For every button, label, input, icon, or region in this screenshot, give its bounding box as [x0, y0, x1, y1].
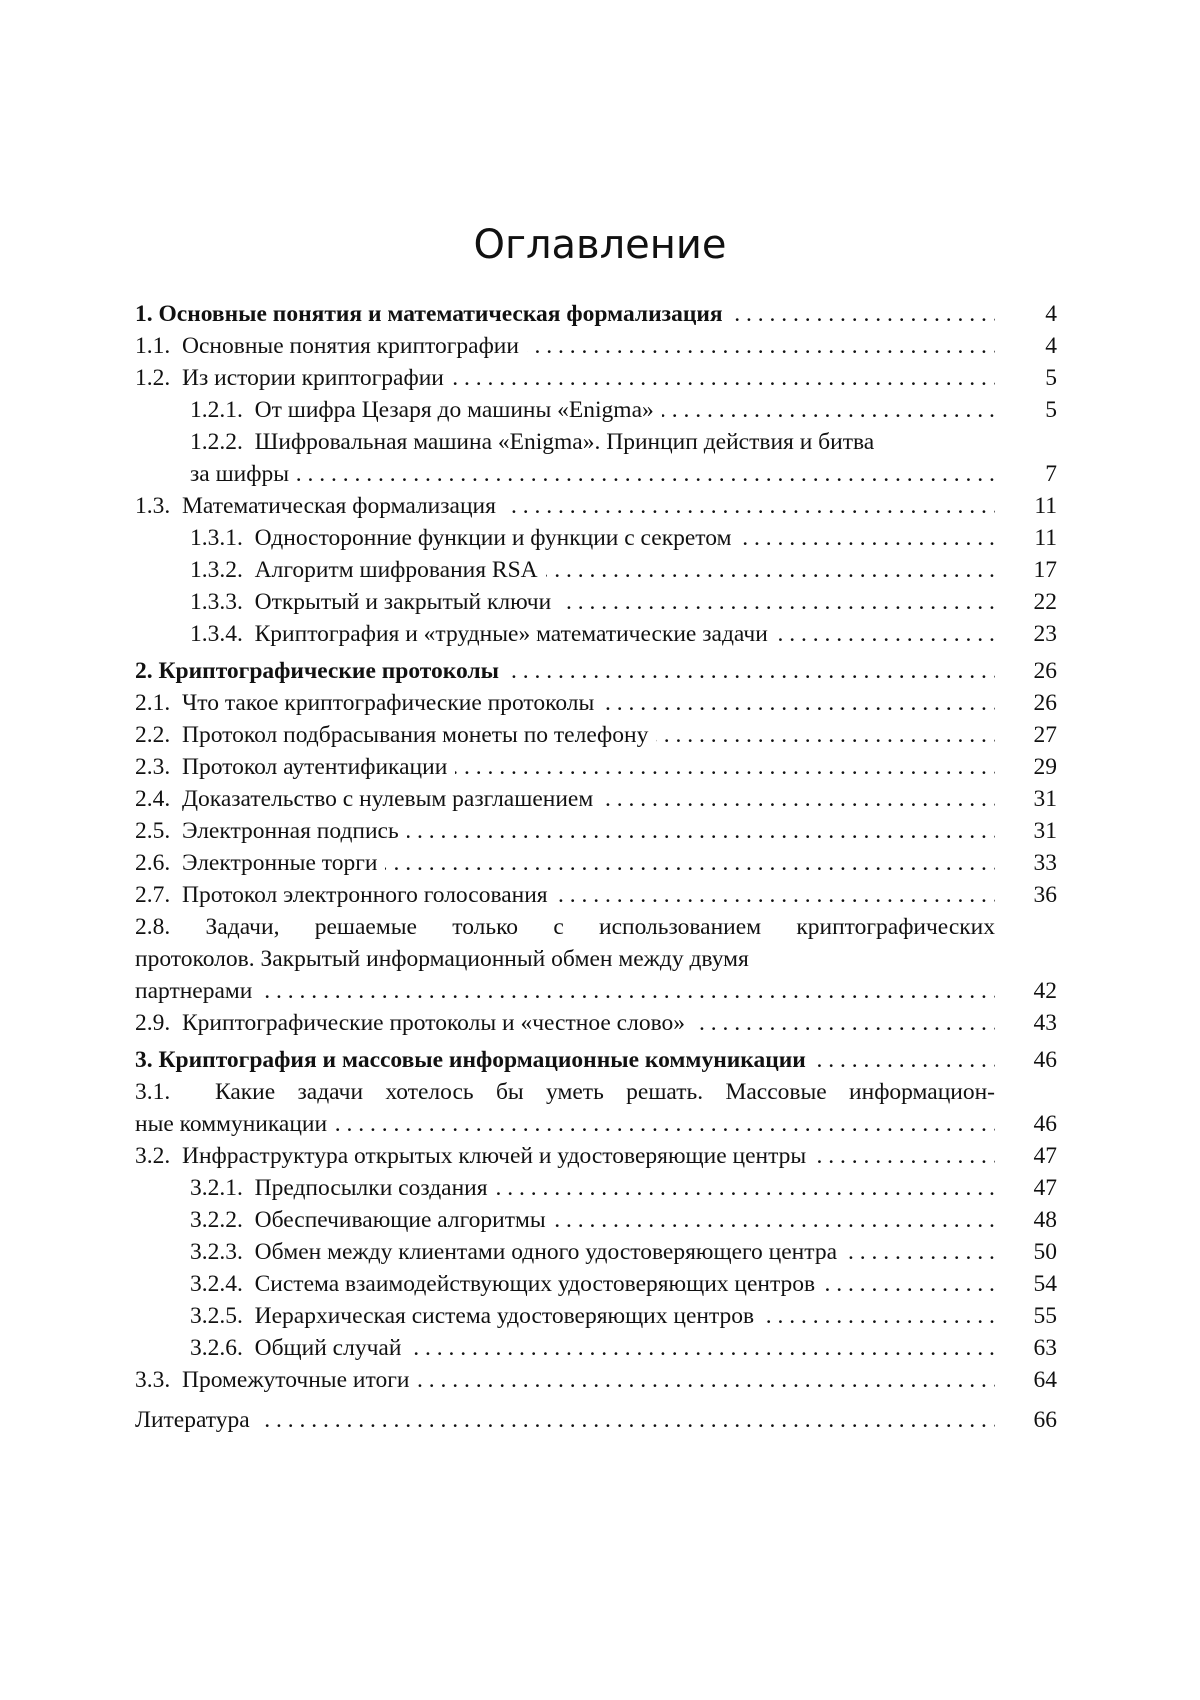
- leader-dots: . . . . . . . . . . . . . . . . . . . . . . . . . . . . . . . . . . . . . .: [190, 554, 995, 586]
- toc-entry-2-7[interactable]: [135, 879, 1057, 911]
- entry-title-cont: протоколов. Закрытый информационный обмен между двумя: [135, 946, 749, 972]
- page-number: 42: [1007, 975, 1057, 1007]
- toc-entry-2-1[interactable]: [135, 687, 1057, 719]
- toc-entry-1-2-2-line1[interactable]: [190, 426, 874, 458]
- entry-title: Протокол электронного голосования: [182, 882, 548, 908]
- page-number: 7: [1007, 458, 1057, 490]
- entry-number: 2.4.: [135, 786, 170, 812]
- toc-entry-1-3-4[interactable]: [190, 618, 1057, 650]
- leader-dots: . . . . . . . . . . . . . . . . . . . . . . . . . . . . . . . . . . . . . . . . . . . . . .: [135, 362, 995, 394]
- page-number: 36: [1007, 879, 1057, 911]
- toc-entry-3-2-6[interactable]: [190, 1332, 1057, 1364]
- entry-title: Инфраструктура открытых ключей и удостоверяющие центры: [182, 1143, 806, 1169]
- entry-title-cont: ные коммуникации: [135, 1111, 327, 1137]
- toc-entry-3-2-4[interactable]: [190, 1268, 1057, 1300]
- entry-title: Предпосылки создания: [255, 1175, 488, 1201]
- leader-dots: . . . . . . . . . . . . . . . . . . . . . . . . . . . . . . . . . . . . . . . . . . . . . .: [135, 751, 995, 783]
- toc-entry-3-1-line1[interactable]: [135, 1076, 995, 1108]
- entry-number: 2.2.: [135, 722, 170, 748]
- toc-entry-2-8-line1[interactable]: [135, 911, 995, 943]
- table-of-contents: [0, 0, 1200, 1700]
- leader-dots: . . . . . . . . . . . . . . . . . . . . . . . . . . . . . . . . . . . . .: [135, 879, 995, 911]
- entry-title: Промежуточные итоги: [182, 1367, 409, 1393]
- toc-entry-2-8[interactable]: [135, 975, 1057, 1007]
- entry-number: 1.3.4.: [190, 621, 243, 647]
- entry-number: 2.6.: [135, 850, 170, 876]
- entry-title: Литература: [135, 1407, 250, 1433]
- entry-title: Криптография и «трудные» математические задачи: [255, 621, 768, 647]
- leader-dots: . . . . . . . . . . . . . . . . . . . . . . . . . . . . . . . . . . . . .: [190, 586, 995, 618]
- entry-number: 3.2.6.: [190, 1335, 243, 1361]
- entry-title: Основные понятия и математическая формализация: [159, 301, 723, 327]
- entry-number: 3.3.: [135, 1367, 170, 1393]
- page-number: 63: [1007, 1332, 1057, 1364]
- entry-number: 2.3.: [135, 754, 170, 780]
- toc-entry-chapter-1[interactable]: [135, 298, 1057, 330]
- toc-entry-3-2-5[interactable]: [190, 1300, 1057, 1332]
- entry-number: 3.2.3.: [190, 1239, 243, 1265]
- page-number: 4: [1007, 298, 1057, 330]
- toc-entry-1-2[interactable]: [135, 362, 1057, 394]
- entry-number: 3.2.4.: [190, 1271, 243, 1297]
- entry-title: Задачи, решаемые только с использованием криптографических: [206, 914, 995, 940]
- toc-entry-chapter-2[interactable]: [135, 655, 1057, 687]
- entry-title-cont: партнерами: [135, 978, 252, 1004]
- page-number: 64: [1007, 1364, 1057, 1396]
- page-number: 26: [1007, 655, 1057, 687]
- toc-entry-3-3[interactable]: [135, 1364, 1057, 1396]
- entry-title: Односторонние функции и функции с секретом: [255, 525, 732, 551]
- page-number: 22: [1007, 586, 1057, 618]
- toc-entry-3-2-3[interactable]: [190, 1236, 1057, 1268]
- entry-title: Криптографические протоколы: [159, 658, 500, 684]
- toc-entry-2-4[interactable]: [135, 783, 1057, 815]
- page-number: 48: [1007, 1204, 1057, 1236]
- leader-dots: . . . . . . . . . . . . . . . . . . . . . . . . . . . . . . . . . . . . . . . . . . . . . . . . . .: [135, 815, 995, 847]
- page-title: Оглавление: [0, 222, 1200, 268]
- toc-entry-1-2-2[interactable]: [190, 458, 1057, 490]
- entry-number: 1.2.1.: [190, 397, 243, 423]
- page-number: 33: [1007, 847, 1057, 879]
- entry-number: 2.7.: [135, 882, 170, 908]
- toc-entry-2-2[interactable]: [135, 719, 1057, 751]
- entry-number: 1.: [135, 301, 153, 327]
- page-number: 43: [1007, 1007, 1057, 1039]
- entry-title-cont: за шифры: [190, 461, 289, 487]
- entry-number: 1.3.: [135, 493, 170, 519]
- entry-number: 1.1.: [135, 333, 170, 359]
- toc-entry-2-8-line2[interactable]: [135, 943, 749, 975]
- entry-title: Обеспечивающие алгоритмы: [255, 1207, 546, 1233]
- entry-title: Алгоритм шифрования RSA: [255, 557, 538, 583]
- page-number: 5: [1007, 394, 1057, 426]
- page-number: 47: [1007, 1140, 1057, 1172]
- page-number: 29: [1007, 751, 1057, 783]
- page-number: 50: [1007, 1236, 1057, 1268]
- page-number: 54: [1007, 1268, 1057, 1300]
- toc-entry-2-5[interactable]: [135, 815, 1057, 847]
- entry-number: 1.3.1.: [190, 525, 243, 551]
- toc-entry-1-1[interactable]: [135, 330, 1057, 362]
- entry-title: Обмен между клиентами одного удостоверяющего центра: [255, 1239, 837, 1265]
- entry-number: 3.2.2.: [190, 1207, 243, 1233]
- page-number: 66: [1007, 1404, 1057, 1436]
- entry-title: Какие задачи хотелось бы уметь решать. Массовые информацион-: [215, 1079, 995, 1105]
- entry-number: 2.5.: [135, 818, 170, 844]
- page-number: 17: [1007, 554, 1057, 586]
- toc-entry-bibliography[interactable]: [135, 1404, 1057, 1436]
- toc-entry-2-3[interactable]: [135, 751, 1057, 783]
- page-number: 26: [1007, 687, 1057, 719]
- page-number: 11: [1007, 522, 1057, 554]
- leader-dots: . . . . . . . . . . . . . . . . . . . . . . . . . . . . . . . . . . . . . . . . . . . . . . . . . . . . . . . . . . . . . .: [135, 1404, 995, 1436]
- entry-title: Шифровальная машина «Enigma». Принцип действия и битва: [255, 429, 875, 455]
- toc-entry-3-2-1[interactable]: [190, 1172, 1057, 1204]
- leader-dots: . . . . . . . . . . . . . . . . . . . . . . . . . . . . . . . . . . . . . . . . . . . . . . . . .: [135, 1364, 995, 1396]
- entry-number: 3.2.1.: [190, 1175, 243, 1201]
- entry-title: Электронная подпись: [182, 818, 399, 844]
- toc-entry-2-9[interactable]: [135, 1007, 1057, 1039]
- toc-entry-1-3-3[interactable]: [190, 586, 1057, 618]
- entry-title: Доказательство с нулевым разглашением: [182, 786, 593, 812]
- entry-number: 3.1.: [135, 1079, 170, 1105]
- page-number: 5: [1007, 362, 1057, 394]
- toc-entry-1-3-1[interactable]: [190, 522, 1057, 554]
- entry-title: Криптография и массовые информационные коммуникации: [159, 1047, 806, 1073]
- leader-dots: . . . . . . . . . . . . . . . . . . . . . . . . . . . . . . . . . . . . . . . . . . . . . . . . . . . . . . . . . . . . . .: [135, 975, 995, 1007]
- entry-number: 1.3.2.: [190, 557, 243, 583]
- page-number: 46: [1007, 1044, 1057, 1076]
- leader-dots: . . . . . . . . . . . . . . . . . . . . . . . . . . . . . . . . . . . . . . .: [135, 330, 995, 362]
- page-number: 31: [1007, 783, 1057, 815]
- entry-title: Открытый и закрытый ключи: [255, 589, 552, 615]
- toc-entry-chapter-3[interactable]: [135, 1044, 1057, 1076]
- entry-title: Криптографические протоколы и «честное слово»: [182, 1010, 685, 1036]
- entry-title: Электронные торги: [182, 850, 377, 876]
- toc-entry-1-3[interactable]: [135, 490, 1057, 522]
- leader-dots: . . . . . . . . . . . . . . . . . . . . . . . . . . . . . . . . . . . . . .: [190, 1204, 995, 1236]
- toc-entry-3-2[interactable]: [135, 1140, 1057, 1172]
- entry-number: 3.2.: [135, 1143, 170, 1169]
- toc-entry-3-2-2[interactable]: [190, 1204, 1057, 1236]
- entry-number: 2.: [135, 658, 153, 684]
- page-number: 46: [1007, 1108, 1057, 1140]
- page-number: 47: [1007, 1172, 1057, 1204]
- page-number: 11: [1007, 490, 1057, 522]
- page-number: 4: [1007, 330, 1057, 362]
- entry-number: 1.3.3.: [190, 589, 243, 615]
- entry-number: 2.1.: [135, 690, 170, 716]
- toc-entry-1-3-2[interactable]: [190, 554, 1057, 586]
- leader-dots: . . . . . . . . . . . . . . . . . . . . . . . . . . . . . . . . . . . . . . . . . . . . . . . . . . .: [135, 847, 995, 879]
- page-number: 23: [1007, 618, 1057, 650]
- toc-entry-1-2-1[interactable]: [190, 394, 1057, 426]
- entry-title: От шифра Цезаря до машины «Enigma»: [255, 397, 654, 423]
- page-number: 27: [1007, 719, 1057, 751]
- entry-number: 3.2.5.: [190, 1303, 243, 1329]
- leader-dots: . . . . . . . . . . . . . . . . . . . . . . . . . . . . . . . . . . . . . . . . . . .: [190, 1172, 995, 1204]
- leader-dots: . . . . . . . . . . . . . . . . . . . . . . . . . . . . . . . . . . . . . . . . . . . . . . . . . . . . . . . . . . . .: [190, 458, 995, 490]
- page-number: 55: [1007, 1300, 1057, 1332]
- entry-title: Протокол подбрасывания монеты по телефону: [182, 722, 648, 748]
- entry-number: 2.8.: [135, 914, 170, 940]
- entry-number: 1.2.: [135, 365, 170, 391]
- entry-title: Основные понятия криптографии: [182, 333, 519, 359]
- leader-dots: . . . . . . . . . . . . . . . . . . . . . . . . . . . . . . . . . . . . . . . . .: [135, 490, 995, 522]
- entry-title: Из истории криптографии: [182, 365, 444, 391]
- entry-number: 3.: [135, 1047, 153, 1073]
- leader-dots: . . . . . . . . . . . . . . . . . . . . . . . . . . . . . . . . . . . . . . . . . . . . . . . . . . . . . . . .: [135, 1108, 995, 1140]
- toc-page: [0, 0, 1200, 1700]
- entry-title: Иерархическая система удостоверяющих центров: [255, 1303, 755, 1329]
- toc-entry-2-6[interactable]: [135, 847, 1057, 879]
- entry-title: Что такое криптографические протоколы: [182, 690, 594, 716]
- entry-number: 1.2.2.: [190, 429, 243, 455]
- entry-title: Система взаимодействующих удостоверяющих центров: [255, 1271, 816, 1297]
- entry-number: 2.9.: [135, 1010, 170, 1036]
- leader-dots: . . . . . . . . . . . . . . . . . . . . . . . . . . . . . . . . . . . . . . . . .: [135, 655, 995, 687]
- leader-dots: . . . . . . . . . . . . . . . . . . . . . . . . . . . . . . . . . . . . . . . . . . . . . . . . . .: [190, 1332, 995, 1364]
- entry-title: Протокол аутентификации: [182, 754, 447, 780]
- toc-entry-3-1[interactable]: [135, 1108, 1057, 1140]
- page-number: 31: [1007, 815, 1057, 847]
- entry-title: Общий случай: [255, 1335, 402, 1361]
- entry-title: Математическая формализация: [182, 493, 496, 519]
